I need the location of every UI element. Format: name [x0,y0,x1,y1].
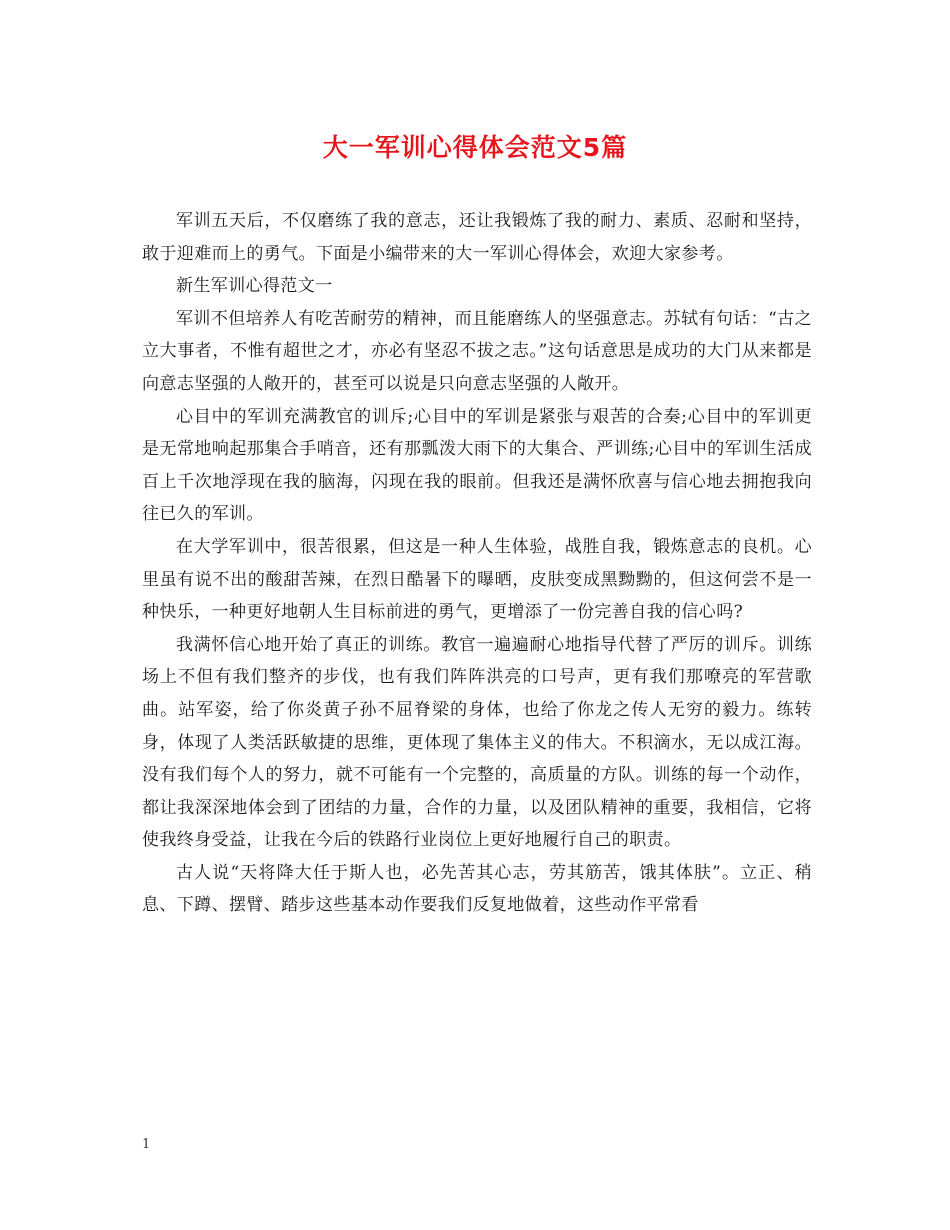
paragraph: 军训不但培养人有吃苦耐劳的精神，而且能磨练人的坚强意志。苏轼有句话：“古之立大事者，不惟有超世之才，亦必有坚忍不拔之志。”这句话意思是成功的大门从来都是向意志坚强的人敞开的，甚至可以说是只向意志坚强的人敞开。 [142,308,812,394]
paragraph: 古人说“天将降大任于斯人也，必先苦其心志，劳其筋苦，饿其体肤”。立正、稍息、下蹲、摆臂、踏步这些基本动作要我们反复地做着，这些动作平常看 [142,862,812,916]
paragraph: 我满怀信心地开始了真正的训练。教官一遍遍耐心地指导代替了严厉的训斥。训练场上不但有我们整齐的步伐，也有我们阵阵洪亮的口号声，更有我们那嘹亮的军营歌曲。站军姿，给了你炎黄子孙不屈脊梁的身体，也给了你龙之传人无穷的毅力。练转身，体现了人类活跃敏捷的思维，更体现了集体主义的伟大。不积滴水，无以成江海。没有我们每个人的努力，就不可能有一个完整的，高质量的方队。训练的每一个动作，都让我深深地体会到了团结的力量，合作的力量，以及团队精神的重要，我相信，它将使我终身受益，让我在今后的铁路行业岗位上更好地履行自己的职责。 [142,634,812,851]
page-number: 1 [142,1137,151,1152]
paragraph: 在大学军训中，很苦很累，但这是一种人生体验，战胜自我，锻炼意志的良机。心里虽有说不出的酸甜苦辣，在烈日酷暑下的曝晒，皮肤变成黑黝黝的，但这何尝不是一种快乐，一种更好地朝人生目标前进的勇气，更增添了一份完善自我的信心吗? [142,536,812,623]
document-title: 大一军训心得体会范文5篇 [322,133,628,162]
section-heading: 新生军训心得范文一 [176,276,333,297]
paragraph: 心目中的军训充满教官的训斥;心目中的军训是紧张与艰苦的合奏;心目中的军训更是无常地响起那集合手哨音，还有那瓢泼大雨下的大集合、严训练;心目中的军训生活成百上千次地浮现在我的脑海，闪现在我的眼前。但我还是满怀欣喜与信心地去拥抱我向往已久的军训。 [142,406,812,525]
paragraph-intro: 军训五天后，不仅磨练了我的意志，还让我锻炼了我的耐力、素质、忍耐和坚持，敢于迎难而上的勇气。下面是小编带来的大一军训心得体会，欢迎大家参考。 [142,211,812,264]
document-body [142,205,812,922]
